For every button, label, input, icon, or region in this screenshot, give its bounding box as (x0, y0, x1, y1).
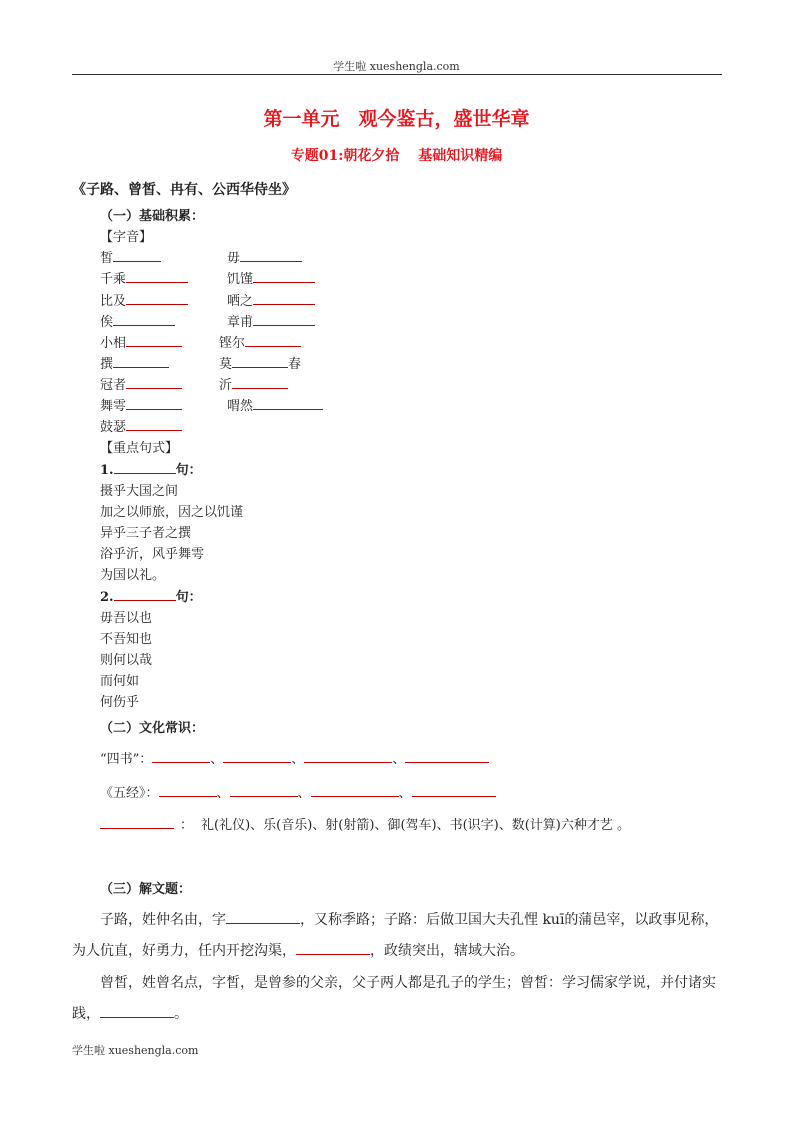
pron-item: 章甫 (227, 311, 315, 330)
answer-blank[interactable] (253, 270, 315, 283)
answer-blank[interactable] (126, 376, 182, 389)
pron-item: 千乘 (100, 268, 188, 287)
answer-blank[interactable] (253, 313, 315, 326)
sentence-item: 不吾知也 (100, 632, 153, 647)
pron-item: 皙 (100, 247, 161, 266)
pron-item: 饥馑 (227, 268, 315, 287)
paragraph-zengxi-line2: 践， 。 (72, 1006, 188, 1022)
answer-blank[interactable] (226, 911, 300, 924)
sentence-group-1: 1. 句： (100, 463, 202, 478)
page-footer: 学生啦 xueshengla.com (72, 1044, 199, 1057)
four-books-line: “四书”： 、 、 、 (100, 748, 489, 767)
five-classics-line: 《五经》： 、 、 、 (100, 782, 496, 801)
pron-item: 毋 (227, 247, 302, 266)
pron-item: 莫 春 (219, 357, 302, 372)
sentence-item: 摄乎大国之间 (100, 484, 179, 499)
answer-blank[interactable] (253, 397, 323, 410)
answer-blank[interactable] (311, 784, 399, 797)
section-explain-heading: （三）解文题： (100, 882, 192, 897)
sentence-item: 毋吾以也 (100, 611, 153, 626)
answer-blank[interactable] (405, 750, 489, 763)
answer-blank[interactable] (304, 750, 392, 763)
sentence-item: 何伤乎 (100, 695, 140, 710)
pron-item: 俟 (100, 311, 175, 330)
pron-item: 比及 (100, 290, 188, 309)
sentence-item: 为国以礼。 (100, 568, 166, 583)
pron-item: 喟然 (227, 395, 323, 414)
answer-blank[interactable] (253, 292, 315, 305)
section-basics-heading: （一）基础积累： (100, 209, 205, 224)
answer-blank[interactable] (114, 461, 176, 474)
answer-blank[interactable] (113, 249, 161, 262)
pron-item: 沂 (219, 374, 288, 393)
pron-item: 舞雩 (100, 395, 182, 414)
answer-blank[interactable] (126, 418, 182, 431)
sentence-item: 浴乎沂，风乎舞雩 (100, 547, 205, 562)
pron-item: 铿尔 (219, 332, 301, 351)
answer-blank[interactable] (159, 784, 217, 797)
header-rule (72, 74, 722, 75)
answer-blank[interactable] (100, 1005, 174, 1018)
pron-item: 冠者 (100, 374, 182, 393)
pron-item: 小相 (100, 332, 182, 351)
page-subtitle: 专题01:朝花夕拾 基础知识精编 (290, 148, 503, 164)
answer-blank[interactable] (245, 334, 301, 347)
sentence-item: 加之以师旅，因之以饥谨 (100, 505, 244, 520)
sentence-heading: 【重点句式】 (100, 441, 179, 456)
answer-blank[interactable] (113, 355, 169, 368)
six-arts-line: ： 礼(礼仪)、乐(音乐)、射(射箭)、御(驾车)、书(识字)、数(计算)六种才艺 。 (100, 814, 630, 833)
pronunciation-heading: 【字音】 (100, 230, 153, 245)
paragraph-zilu-line1: 子路，姓仲名由，字 ，又称季路；子路：后做卫国大夫孔悝 kuī的蒲邑宰，以政事见称， (100, 912, 719, 928)
answer-blank[interactable] (232, 355, 288, 368)
answer-blank[interactable] (114, 588, 176, 601)
answer-blank[interactable] (126, 397, 182, 410)
page-header: 学生啦 xueshengla.com (333, 60, 460, 73)
sentence-item: 则何以哉 (100, 653, 153, 668)
answer-blank[interactable] (126, 292, 188, 305)
paragraph-zengxi-line1: 曾皙，姓曾名点，字皙，是曾参的父亲，父子两人都是孔子的学生；曾皙：学习儒家学说，并付诸实 (100, 975, 716, 991)
answer-blank[interactable] (412, 784, 496, 797)
section-culture-heading: （二）文化常识： (100, 721, 205, 736)
answer-blank[interactable] (126, 270, 188, 283)
answer-blank[interactable] (126, 334, 182, 347)
answer-blank[interactable] (152, 750, 210, 763)
page-title: 第一单元 观今鉴古，盛世华章 (263, 108, 530, 130)
answer-blank[interactable] (296, 942, 370, 955)
pron-item: 撰 (100, 353, 169, 372)
answer-blank[interactable] (100, 816, 174, 829)
sentence-item: 异乎三子者之撰 (100, 526, 192, 541)
answer-blank[interactable] (240, 249, 302, 262)
answer-blank[interactable] (230, 784, 298, 797)
sentence-group-2: 2. 句： (100, 590, 202, 605)
pron-item: 鼓瑟 (100, 416, 182, 435)
paragraph-zilu-line2: 为人伉直，好勇力，任内开挖沟渠， ，政绩突出，辖域大治。 (72, 943, 524, 959)
lesson-title: 《子路、曾皙、冉有、公西华侍坐》 (72, 182, 296, 198)
pron-item: 哂之 (227, 290, 315, 309)
answer-blank[interactable] (232, 376, 288, 389)
answer-blank[interactable] (223, 750, 291, 763)
sentence-item: 而何如 (100, 674, 140, 689)
answer-blank[interactable] (113, 313, 175, 326)
